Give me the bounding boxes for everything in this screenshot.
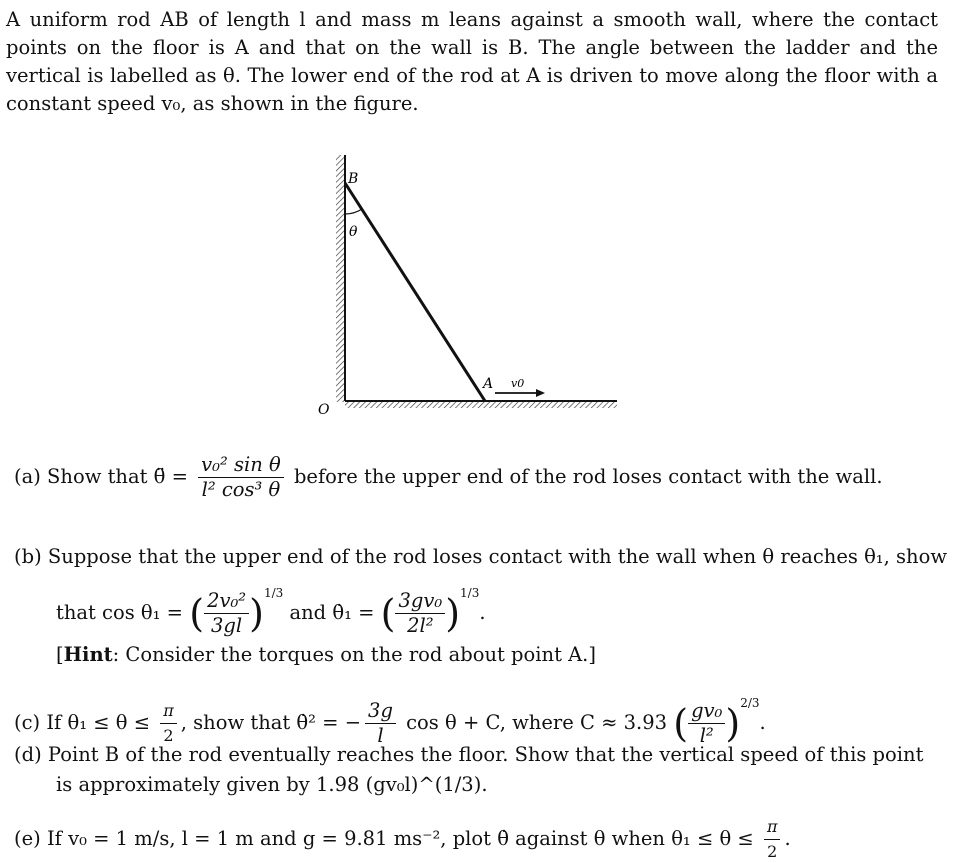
part-c-pi-half	[160, 700, 177, 747]
part-c-exponent: 2/3	[740, 696, 760, 710]
part-b-fraction-2	[395, 590, 445, 637]
wall-hatching	[336, 155, 344, 402]
part-b-hint	[56, 642, 596, 668]
part-a-tag: (a)	[14, 465, 41, 488]
part-b-line2: that cos θ₁ = ( $\frac{\text{2v₀²}}{3gl}$ )$^{1/3}$ and θ̇₁ = ( $\frac{\text{3gv₀}}{\text{2l²}}$ )$^{1/3}$.	[56, 586, 486, 637]
part-b-exponent-2: 1/3	[460, 586, 480, 600]
part-e-lead: If v₀ = 1 m/s, l = 1 m and g = 9.81 ms⁻², plot θ̇ against θ when θ₁ ≤ θ ≤	[46, 827, 754, 850]
part-a-fraction	[198, 454, 284, 501]
part-d-line2	[56, 772, 488, 798]
part-b-tag: (b)	[14, 545, 42, 568]
part-d-tag: (d)	[14, 743, 42, 766]
label-v0: v0	[511, 377, 525, 390]
part-b-f1-denominator: 3gl	[211, 614, 243, 637]
part-d-text-1: Point B of the rod eventually reaches the floor. Show that the vertical speed of this point	[47, 743, 924, 766]
c-denominator: l²	[699, 724, 714, 747]
g-numerator: 3g	[365, 700, 396, 724]
part-e-tag: (e)	[14, 827, 41, 850]
part-e: (e) If v₀ = 1 m/s, l = 1 m and g = 9.81 ms⁻², plot θ̇ against θ when θ₁ ≤ θ ≤ $\frac{\pi}{2}$ .	[14, 817, 791, 861]
part-b-exponent-1: 1/3	[263, 586, 284, 600]
c-numerator: gv₀	[688, 700, 725, 724]
rod-AB	[345, 183, 485, 401]
hint-bracket: [	[56, 643, 64, 666]
part-c-tail: cos θ + C, where C ≈ 3.93	[406, 711, 668, 734]
hint-label: Hint	[63, 643, 113, 666]
part-c-c-fraction	[688, 700, 725, 747]
rod-wall-figure	[300, 150, 630, 420]
velocity-arrowhead	[536, 389, 545, 397]
theta-arc	[345, 209, 362, 214]
part-b-text: Suppose that the upper end of the rod loses contact with the wall when θ reaches θ₁, show	[47, 545, 948, 568]
part-d-text-2: is approximately given by 1.98 (gv₀l)^(1/3).	[56, 773, 488, 796]
part-a-lead: Show that θ̈ =	[47, 465, 188, 488]
part-b-f2-numerator: 3gv₀	[395, 590, 445, 614]
g-denominator: l	[377, 724, 384, 747]
part-b-f2-denominator: 2l²	[407, 614, 434, 637]
part-b-lead: that cos θ₁ =	[56, 601, 184, 624]
problem-statement: A uniform rod AB of length l and mass m leans against a smooth wall, where the contact points on the floor is A and that on the wall is B. The angle between the ladder and the vertical is labelled as θ. The lower end of the rod at A is driven to move along the floor with a constant speed v₀, as shown in the figure.	[6, 8, 938, 115]
label-A: A	[483, 376, 494, 392]
part-c-lead: If θ₁ ≤ θ ≤	[46, 711, 151, 734]
part-b-line1	[14, 544, 947, 570]
part-c: (c) If θ₁ ≤ θ ≤ $\frac{\pi}{2}$ , show that θ̇² = − $\frac{3g}{l}$ cos θ + C, where C ≈ 3.93 ( $\frac{\text{gv₀}}{\text{l²}}$ )$^{2/3}$.	[14, 696, 766, 747]
floor-hatching	[345, 401, 617, 408]
pi-numerator: π	[160, 700, 177, 724]
part-a-numerator: v₀² sin θ	[198, 454, 284, 478]
e-pi-numerator: π	[764, 816, 781, 840]
label-O: O	[318, 402, 330, 418]
part-a-tail: before the upper end of the rod loses contact with the wall.	[293, 465, 883, 488]
part-c-tag: (c)	[14, 711, 41, 734]
e-pi-denominator: 2	[767, 842, 778, 861]
part-a-denominator: l² cos³ θ	[201, 478, 281, 501]
label-B: B	[348, 171, 359, 187]
part-d-line1	[14, 742, 923, 768]
part-c-mid: , show that θ̇² = −	[180, 711, 362, 734]
pi-denominator: 2	[163, 726, 174, 745]
part-b-f1-numerator: 2v₀²	[204, 590, 249, 614]
part-a	[14, 454, 883, 501]
label-theta: θ	[349, 224, 358, 240]
part-c-g-fraction	[365, 700, 396, 747]
part-b-mid: and θ̇₁ =	[289, 601, 375, 624]
hint-text: : Consider the torques on the rod about point A.]	[112, 643, 596, 666]
part-b-fraction-1	[204, 590, 249, 637]
